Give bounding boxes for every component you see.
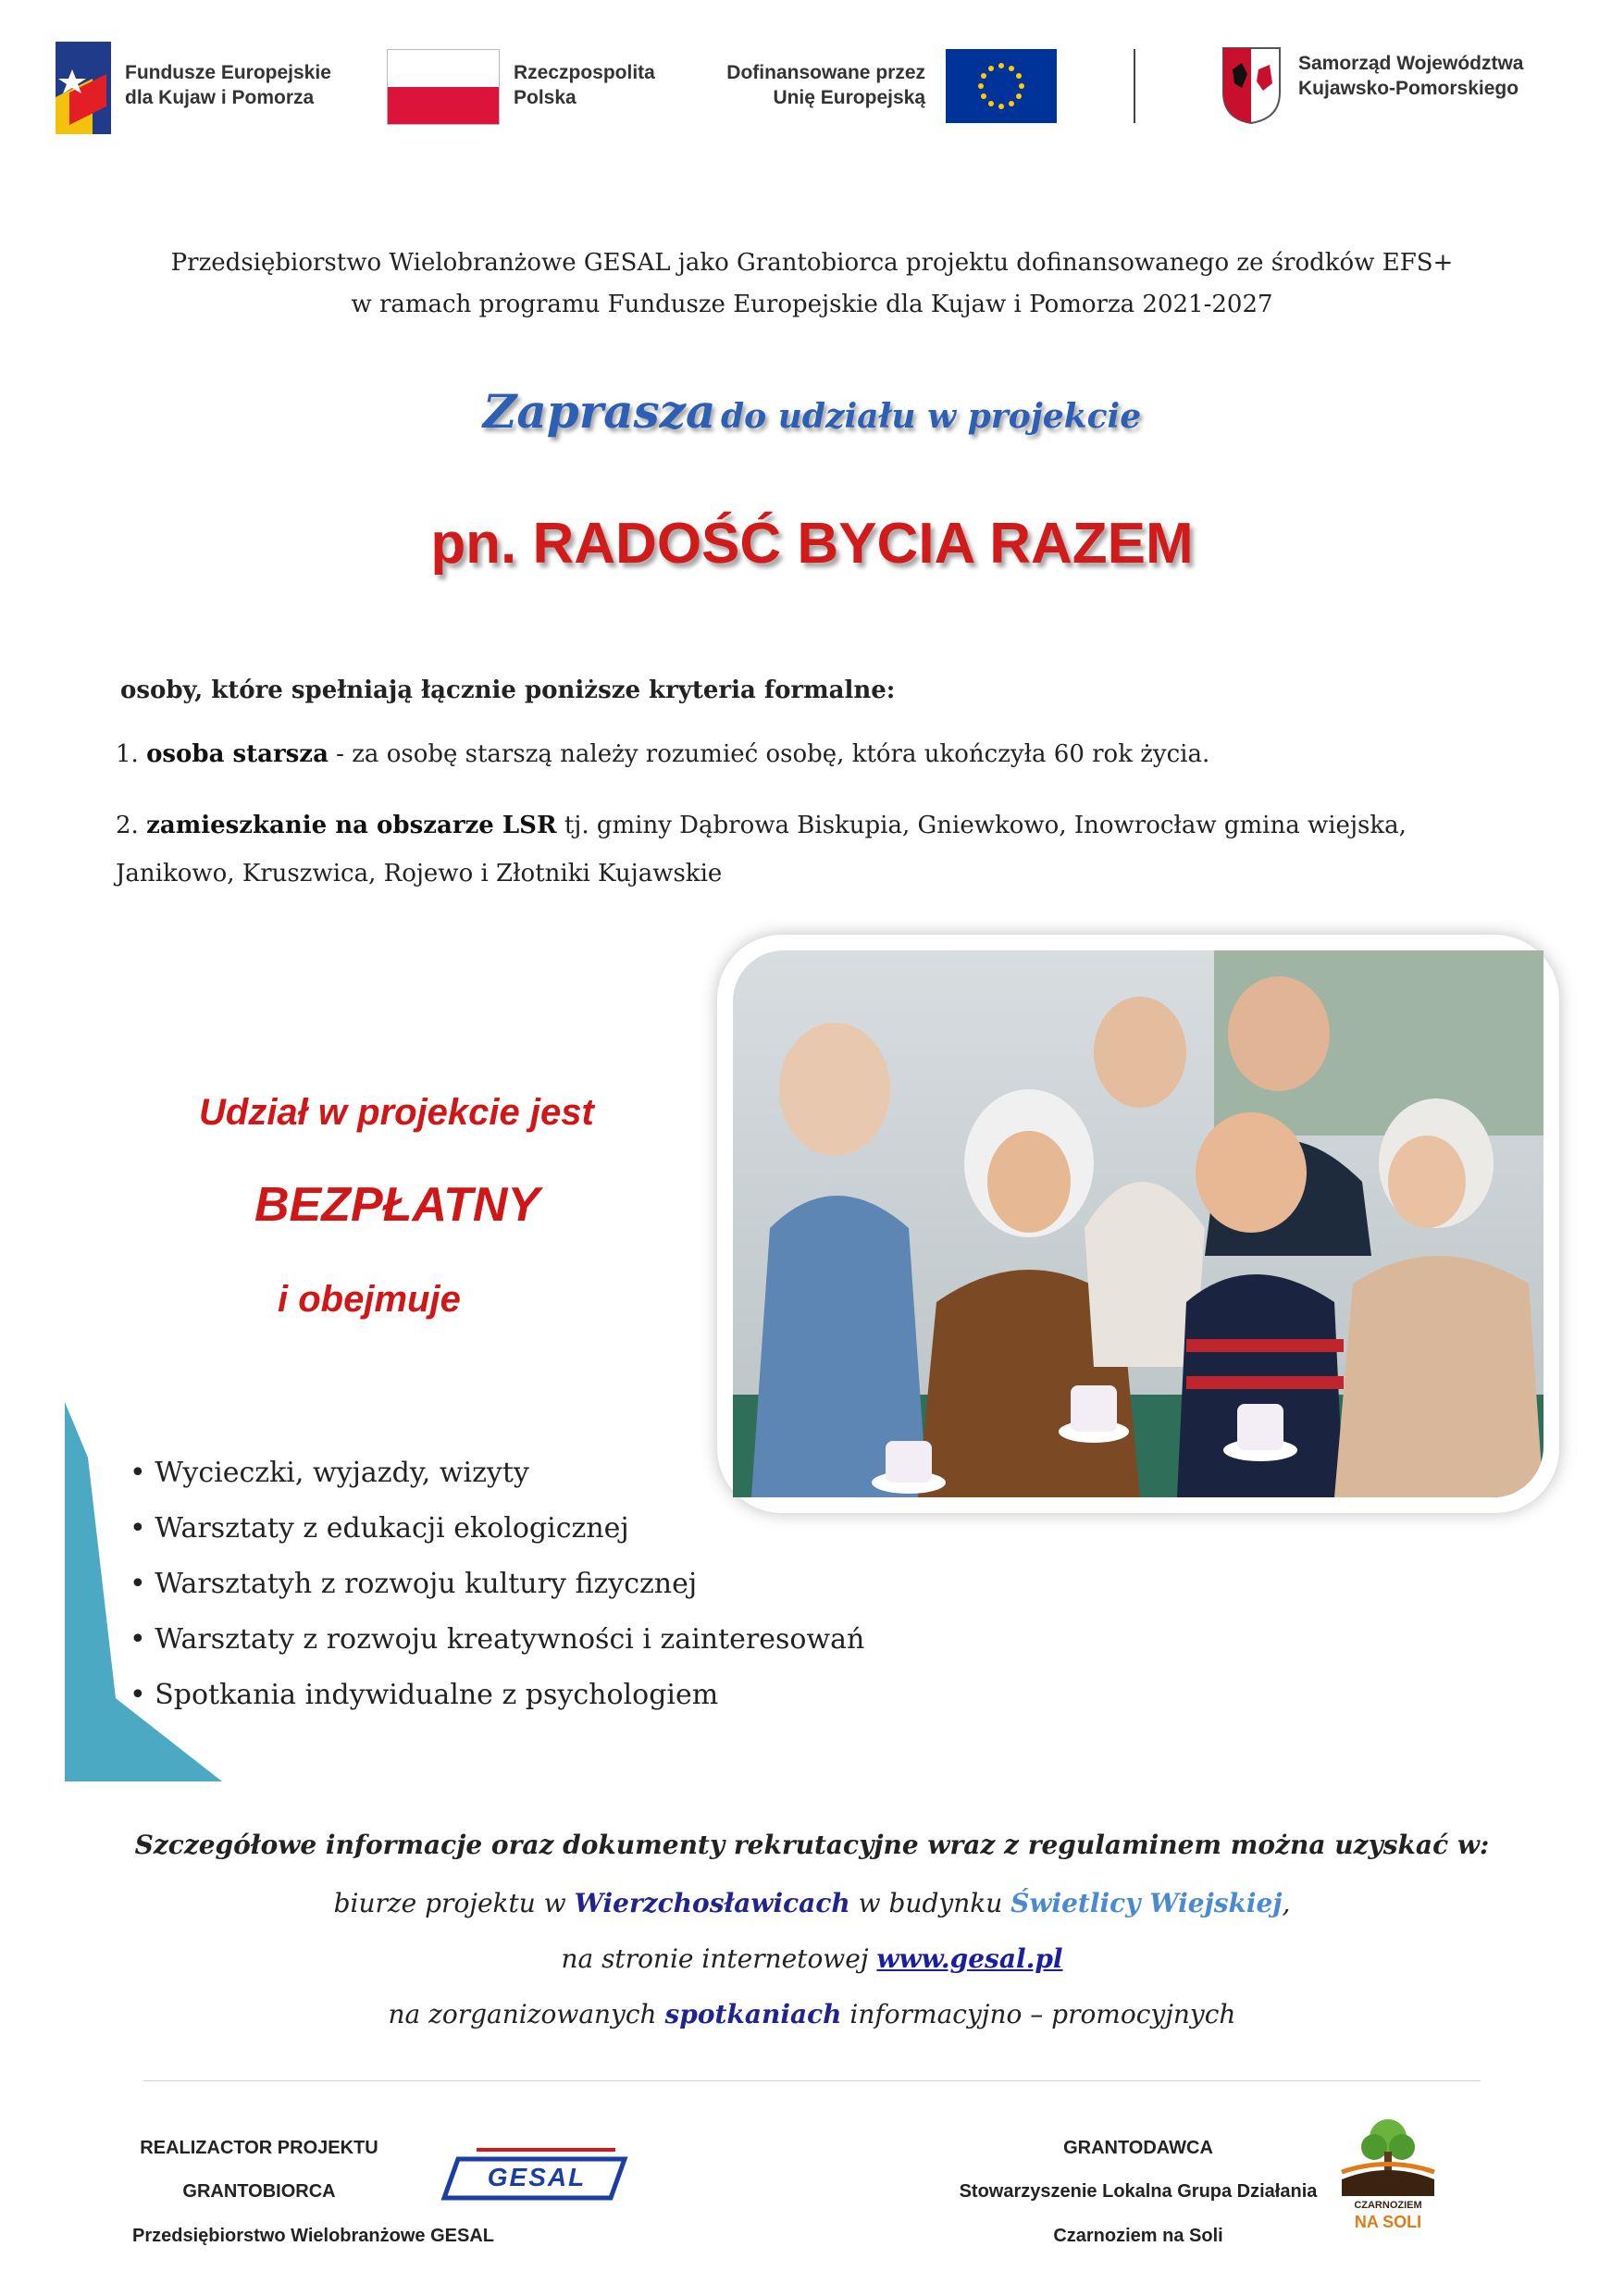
footer-divider [143,2080,1481,2081]
place-swietlica: Świetlicy Wiejskiej [1010,1888,1283,1918]
info-heading: Szczegółowe informacje oraz dokumenty rekrutacyjne wraz z regulaminem można uzyskać w: [134,1830,1490,1860]
eu-flag-icon [946,49,1057,123]
criteria-item-1 [116,738,1209,771]
criteria-item1-num: 1. [116,740,139,768]
list-item: • Warsztaty z rozwoju kreatywności i zainteresowań [130,1623,865,1656]
criteria-item1-text: - za osobę starszą należy rozumieć osobę, która ukończyła 60 rok życia. [328,740,1210,768]
lgd-logo-line2: NA SOLI [1354,2213,1422,2231]
polish-flag-icon [387,49,500,125]
info-line1: biurze projektu w Wierzchosławicach w budynku Świetlicy Wiejskiej, [333,1888,1291,1918]
info-line2: na stronie internetowej www.gesal.pl [561,1943,1063,1974]
intro-text [0,242,1624,326]
gesal-logo [440,2142,634,2207]
list-item: • Wycieczki, wyjazdy, wizyty [130,1457,529,1489]
invite-word: Zaprasza [482,384,716,439]
lgd-logo [1333,2115,1444,2244]
intro-line1: Przedsiębiorstwo Wielobranżowe GESAL jako Grantobiorca projektu dofinansowanego ze środków EFS+ [170,249,1454,277]
footer-right-2: Stowarzyszenie Lokalna Grupa Działania [959,2181,1318,2202]
criteria-heading [120,674,895,707]
website-link[interactable]: www.gesal.pl [876,1943,1063,1974]
invite-rest: do udziału w projekcie [721,397,1142,436]
invite-heading [0,384,1624,439]
logo2-line1: Rzeczpospolita [514,62,655,83]
gesal-logo-text: GESAL [487,2163,587,2191]
criteria-item2-num: 2. [116,812,139,839]
criteria-item2-text: tj. gminy Dąbrowa Biskupia, Gniewkowo, Inowrocław gmina wiejska, [556,812,1407,839]
header-divider [1134,49,1135,123]
footer-left1: REALIZACTOR PROJEKTU [140,2138,378,2158]
fe-mark-icon [56,42,111,134]
criteria-item2-bold: zamieszkanie na obszarze LSR [146,812,557,839]
logo1-line2: dla Kujaw i Pomorza [125,87,315,108]
lgd-logo-line1: CZARNOZIEM [1354,2200,1422,2211]
info-line3: na zorganizowanych spotkaniach informacyjno – promocyjnych [388,1999,1236,2029]
logo-samorzad [1298,51,1523,101]
free-line3: i obejmuje [278,1279,461,1320]
criteria-item-2 [116,801,1407,898]
footer-right-3: Czarnoziem na Soli [1053,2226,1223,2246]
meetings-text: spotkaniach [664,1999,842,2029]
footer-left2: GRANTOBIORCA [182,2181,336,2202]
seniors-photo [733,950,1543,1497]
tree-icon [1333,2115,1444,2198]
criteria-item2-line2: Janikowo, Kruszwica, Rojewo i Złotniki Kujawskie [116,860,723,887]
free-line1: Udział w projekcie jest [199,1092,594,1133]
project-title: pn. RADOŚĆ BYCIA RAZEM [430,512,1194,576]
kujawsko-pomorskie-crest-icon [1221,46,1282,129]
free-line2: BEZPŁATNY [254,1178,540,1232]
benefits-list [130,1446,864,1723]
logo4-line1: Samorząd Województwa [1298,53,1524,74]
logo4-line2: Kujawsko-Pomorskiego [1298,78,1519,99]
logo3-line2: Unię Europejską [773,87,925,108]
logo1-line1: Fundusze Europejskie [125,62,331,83]
footer-left [111,2138,407,2159]
criteria-heading-text: osoby, które spełniają łącznie poniższe kryteria formalne: [120,676,896,704]
place-wierzchoslawice: Wierzchosławicach [574,1888,850,1918]
logo-dofinansowane [703,60,925,110]
list-item: • Warsztaty z edukacji ekologicznej [130,1512,629,1545]
footer-left3: Przedsiębiorstwo Wielobranżowe GESAL [132,2226,494,2246]
intro-line2: w ramach programu Fundusze Europejskie dla Kujaw i Pomorza 2021-2027 [351,291,1273,318]
logo2-line2: Polska [514,87,576,108]
list-item: • Warsztatyh z rozwoju kultury fizycznej [130,1568,698,1600]
footer-right-1: GRANTODAWCA [1063,2138,1213,2158]
footer-left-2 [111,2181,407,2203]
logo3-line1: Dofinansowane przez [726,62,925,83]
logo-rzeczpospolita [514,60,655,110]
footer-left-3 [111,2226,555,2247]
list-item: • Spotkania indywidualne z psychologiem [130,1679,719,1711]
criteria-item1-bold: osoba starsza [146,740,329,768]
